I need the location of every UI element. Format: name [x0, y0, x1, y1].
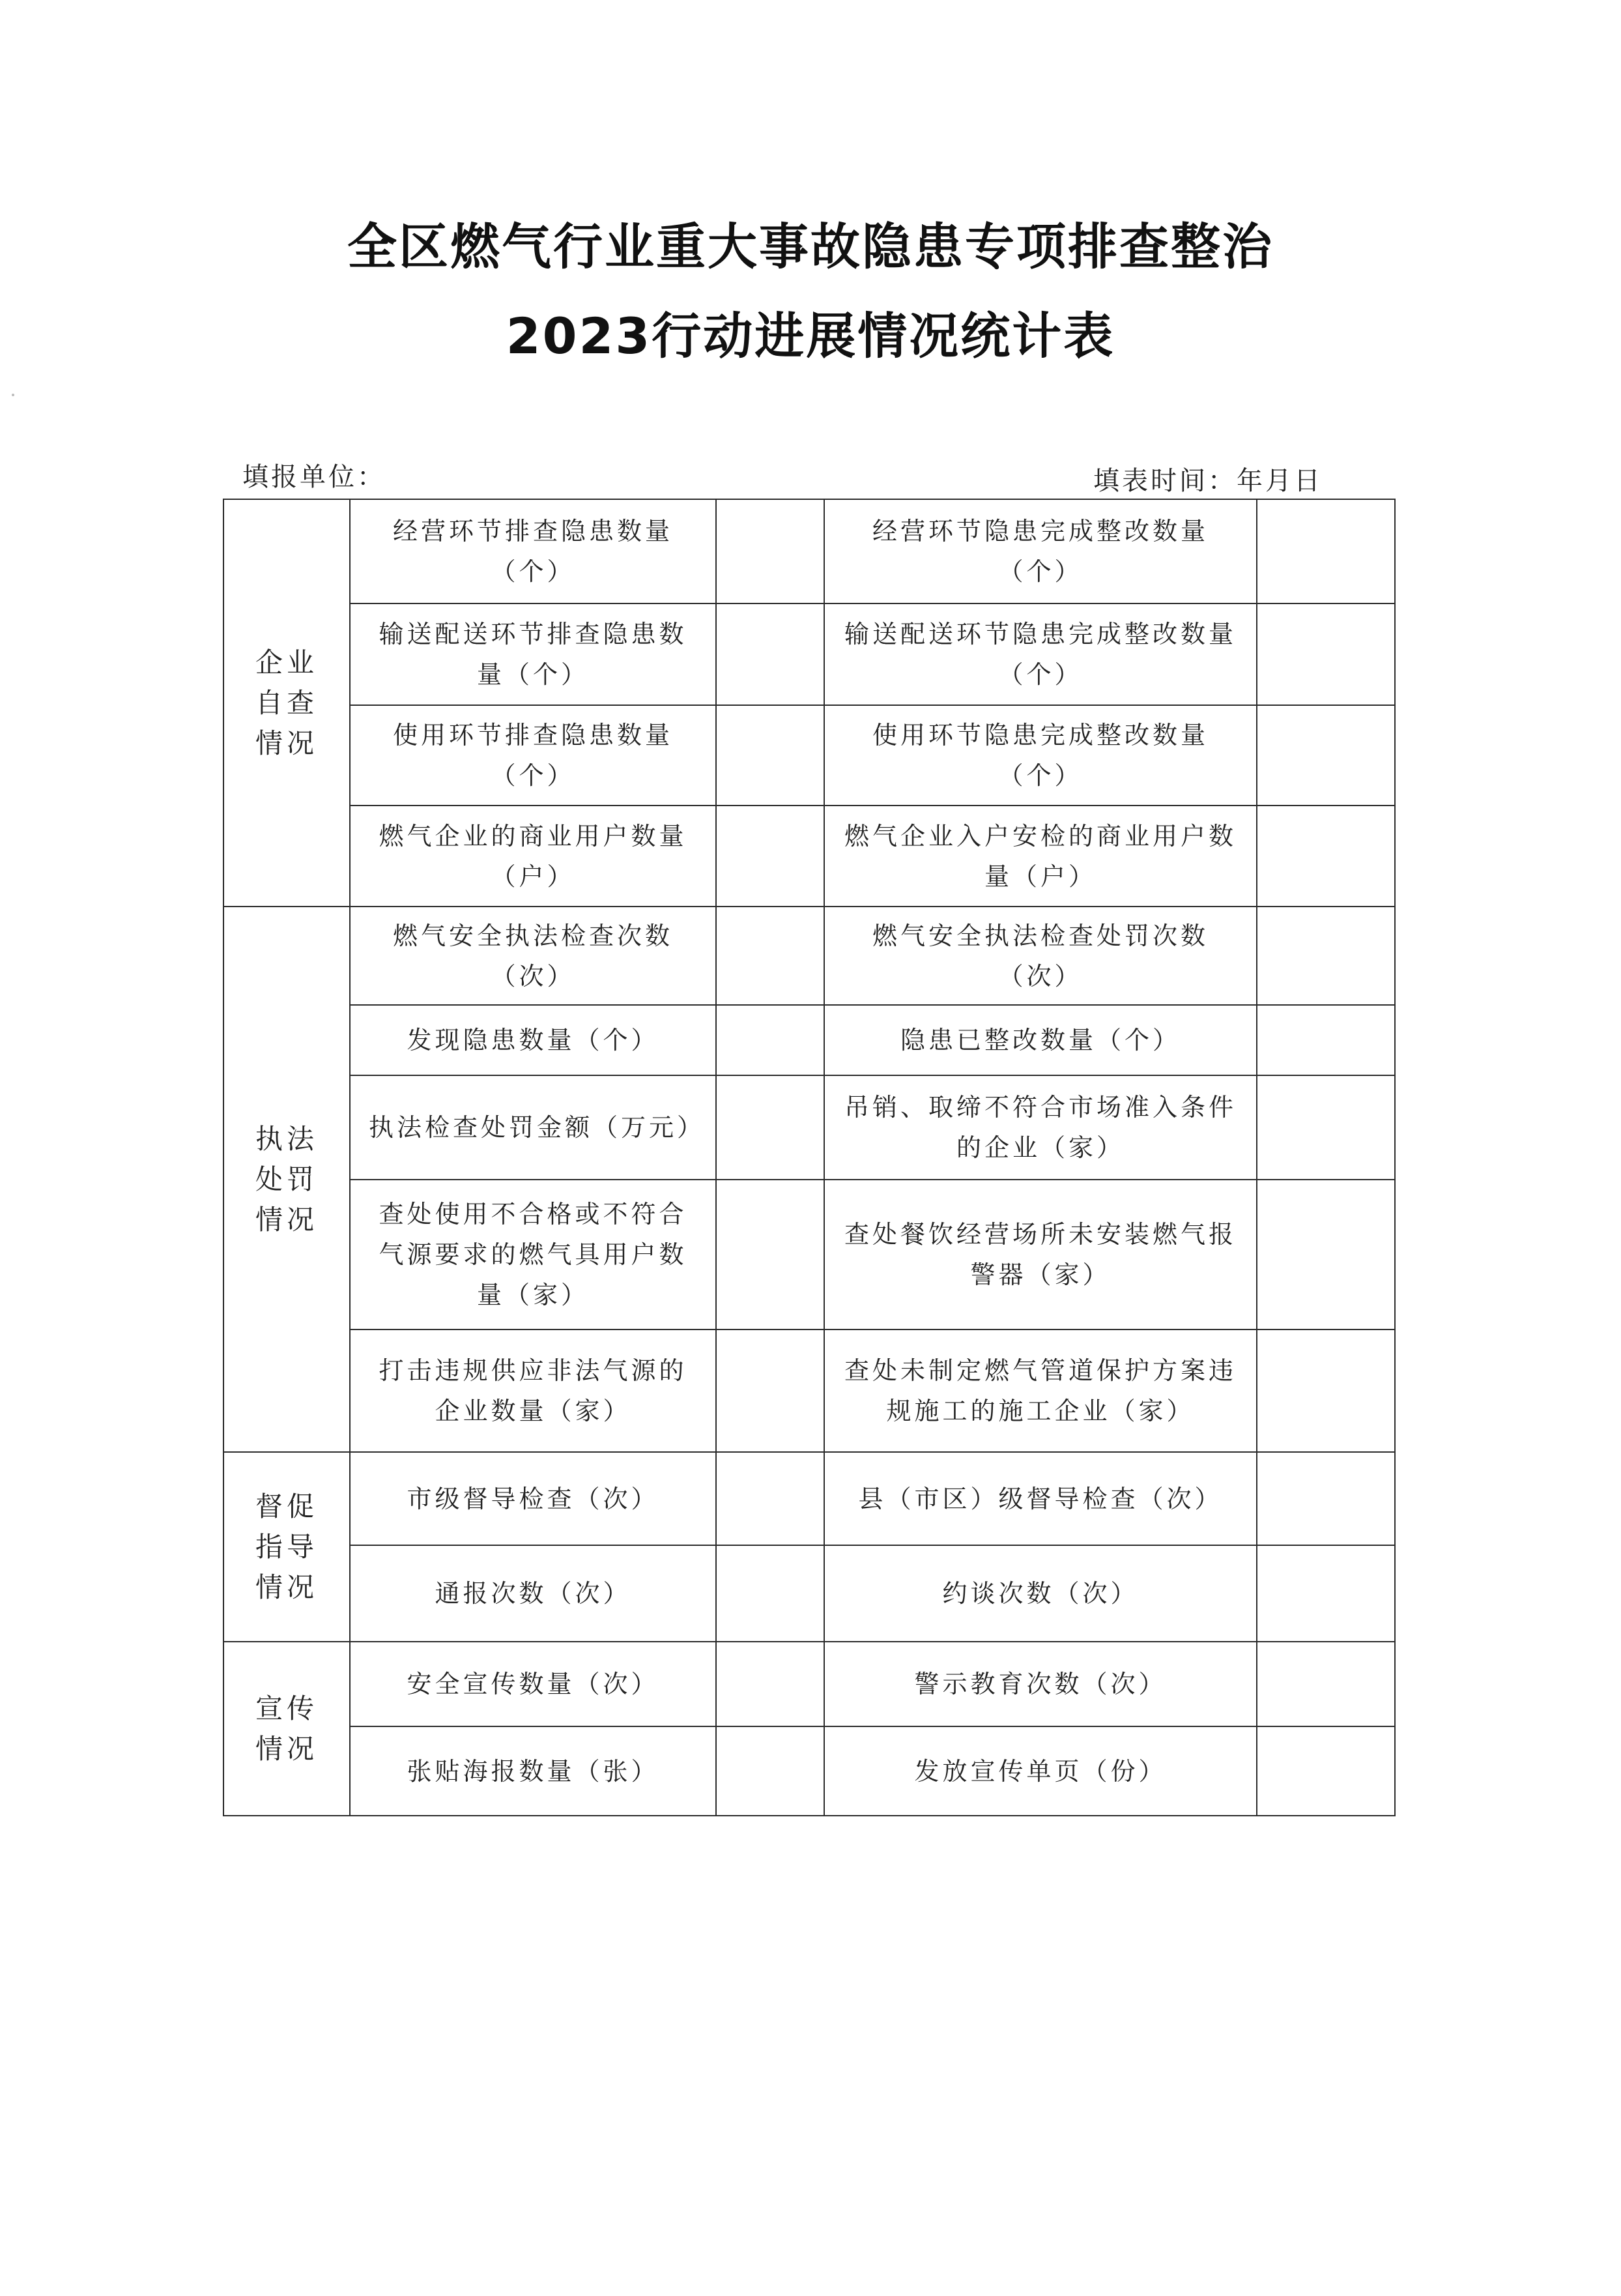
item-label: 经营环节排查隐患数量（个） [392, 517, 673, 586]
value-cell[interactable] [1257, 1726, 1395, 1816]
value-cell[interactable] [1257, 1330, 1395, 1452]
item-label: 打击违规供应非法气源的企业数量（家） [379, 1356, 687, 1425]
table-row [223, 1005, 1395, 1075]
value-cell[interactable] [1257, 603, 1395, 705]
item-label-cell [350, 1452, 716, 1545]
statistics-table [223, 499, 1396, 1816]
item-label: 燃气企业的商业用户数量（户） [379, 821, 687, 891]
category-cell [223, 1452, 350, 1642]
reporting-unit-label: 填报单位： [242, 462, 386, 492]
table-row [223, 603, 1395, 705]
value-cell[interactable] [716, 1075, 824, 1180]
item-label: 通报次数（次） [435, 1579, 631, 1608]
item-label-cell [350, 1005, 716, 1075]
category-cell [223, 907, 350, 1452]
item-label-cell [350, 907, 716, 1005]
item-label: 查处未制定燃气管道保护方案违规施工的施工企业（家） [844, 1356, 1237, 1425]
table-row [223, 806, 1395, 907]
value-cell[interactable] [1257, 907, 1395, 1005]
item-label: 输送配送环节隐患完成整改数量（个） [844, 620, 1237, 689]
item-label: 市级督导检查（次） [407, 1484, 659, 1513]
item-label-cell [350, 1180, 716, 1330]
item-label-cell [350, 603, 716, 705]
item-label-cell [824, 603, 1257, 705]
item-label: 发现隐患数量（个） [407, 1026, 659, 1054]
value-cell[interactable] [1257, 1642, 1395, 1726]
table-row [223, 705, 1395, 806]
value-cell[interactable] [1257, 806, 1395, 907]
item-label-cell [350, 1075, 716, 1180]
value-cell[interactable] [716, 907, 824, 1005]
value-cell[interactable] [716, 1642, 824, 1726]
scan-speck [12, 394, 14, 396]
category-cell [223, 1642, 350, 1816]
item-label-cell [350, 499, 716, 603]
value-cell[interactable] [1257, 1005, 1395, 1075]
category-label: 企业自查情况 [255, 646, 318, 759]
table-row [223, 907, 1395, 1005]
item-label: 使用环节排查隐患数量（个） [392, 721, 673, 790]
item-label-cell [824, 1330, 1257, 1452]
item-label: 发放宣传单页（份） [914, 1756, 1167, 1786]
document-title-line2: 2023行动进展情况统计表 [506, 307, 1115, 365]
table-row [223, 1452, 1395, 1545]
item-label-cell [824, 1452, 1257, 1545]
item-label: 县（市区）级督导检查（次） [858, 1484, 1223, 1513]
table-row [223, 1075, 1395, 1180]
item-label-cell [824, 1726, 1257, 1816]
item-label-cell [350, 1545, 716, 1642]
item-label: 查处使用不合格或不符合气源要求的燃气具用户数量（家） [379, 1200, 687, 1309]
value-cell[interactable] [1257, 499, 1395, 603]
value-cell[interactable] [716, 1545, 824, 1642]
item-label-cell [350, 806, 716, 907]
item-label: 执法检查处罚金额（万元） [369, 1113, 706, 1142]
item-label-cell [824, 1005, 1257, 1075]
item-label: 输送配送环节排查隐患数量（个） [379, 620, 687, 689]
item-label-cell [350, 1642, 716, 1726]
item-label-cell [824, 1545, 1257, 1642]
item-label: 燃气安全执法检查处罚次数（次） [872, 921, 1209, 991]
table-row [223, 1545, 1395, 1642]
table-row [223, 499, 1395, 603]
document-title-line1: 全区燃气行业重大事故隐患专项排查整治 [347, 218, 1274, 276]
value-cell[interactable] [716, 1726, 824, 1816]
item-label-cell [824, 705, 1257, 806]
category-label: 督促指导情况 [255, 1490, 318, 1603]
item-label-cell [350, 1726, 716, 1816]
item-label: 使用环节隐患完成整改数量（个） [872, 721, 1209, 790]
item-label: 张贴海报数量（张） [407, 1756, 659, 1786]
category-cell [223, 499, 350, 907]
table-row [223, 1330, 1395, 1452]
item-label-cell [350, 705, 716, 806]
item-label: 吊销、取缔不符合市场准入条件的企业（家） [844, 1093, 1237, 1162]
value-cell[interactable] [716, 705, 824, 806]
value-cell[interactable] [716, 806, 824, 907]
item-label-cell [824, 499, 1257, 603]
value-cell[interactable] [1257, 1075, 1395, 1180]
value-cell[interactable] [716, 1005, 824, 1075]
item-label-cell [824, 1642, 1257, 1726]
table-row [223, 1642, 1395, 1726]
item-label: 约谈次数（次） [942, 1579, 1139, 1608]
value-cell[interactable] [1257, 1180, 1395, 1330]
item-label: 燃气安全执法检查次数（次） [392, 921, 673, 991]
item-label: 查处餐饮经营场所未安装燃气报警器（家） [844, 1220, 1237, 1289]
item-label-cell [824, 1180, 1257, 1330]
item-label-cell [350, 1330, 716, 1452]
item-label-cell [824, 806, 1257, 907]
value-cell[interactable] [1257, 1452, 1395, 1545]
item-label: 安全宣传数量（次） [407, 1670, 659, 1698]
value-cell[interactable] [716, 1452, 824, 1545]
value-cell[interactable] [1257, 1545, 1395, 1642]
item-label: 燃气企业入户安检的商业用户数量（户） [844, 821, 1237, 891]
item-label-cell [824, 907, 1257, 1005]
value-cell[interactable] [716, 603, 824, 705]
item-label: 隐患已整改数量（个） [900, 1026, 1181, 1054]
category-label: 宣传情况 [255, 1692, 318, 1765]
value-cell[interactable] [1257, 705, 1395, 806]
item-label: 经营环节隐患完成整改数量（个） [872, 517, 1209, 586]
table-row [223, 1726, 1395, 1816]
fill-time-label: 填表时间：年月日 [1093, 466, 1323, 496]
item-label: 警示教育次数（次） [914, 1670, 1167, 1698]
table-row [223, 1180, 1395, 1330]
value-cell[interactable] [716, 1180, 824, 1330]
category-label: 执法处罚情况 [255, 1122, 318, 1236]
value-cell[interactable] [716, 1330, 824, 1452]
item-label-cell [824, 1075, 1257, 1180]
value-cell[interactable] [716, 499, 824, 603]
